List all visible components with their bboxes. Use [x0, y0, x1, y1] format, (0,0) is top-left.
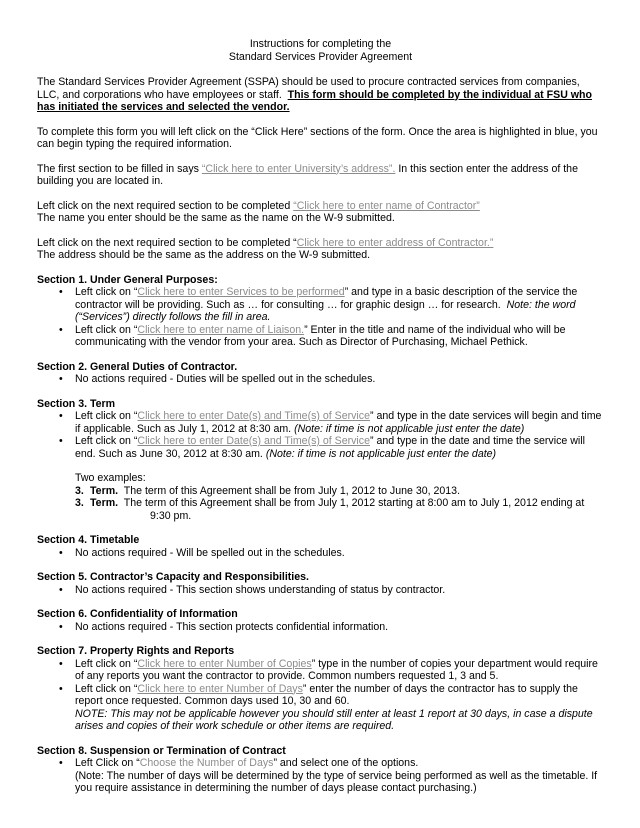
examples-label: Two examples:	[75, 472, 146, 484]
liaison-placeholder: Click here to enter name of Liaison.	[137, 323, 305, 336]
section-2-heading: Section 2. General Duties of Contractor.	[37, 360, 238, 373]
contractor-name-placeholder: “Click here to enter name of Contractor”	[293, 199, 480, 212]
list-item: • Left click on “Click here to enter Number of Copies” type in the number of copies your department would require of any reports you want the contractor to provide. Common numbers requested 1, 3 and 5.	[75, 658, 604, 683]
example-item: 3. Term. The term of this Agreement shall be from July 1, 2012 starting at 8:00 am to July 1, 2012 ending at 9:30 pm.	[75, 497, 585, 522]
end-date-placeholder: Click here to enter Date(s) and Time(s) of Service	[137, 435, 370, 447]
section-5-heading: Section 5. Contractor’s Capacity and Responsibilities.	[37, 571, 309, 583]
section-7-heading: Section 7. Property Rights and Reports	[37, 645, 235, 657]
section-6	[37, 608, 604, 633]
section-5	[37, 571, 604, 596]
example-item: 3. Term. The term of this Agreement shall be from July 1, 2012 to June 30, 2013.	[75, 484, 461, 497]
how-to-paragraph: To complete this form you will left click on the “Click Here” sections of the form. Once the area is highlighted in blue, you can begin typing the required information.	[37, 125, 598, 150]
section-6-heading: Section 6. Confidentiality of Information	[37, 608, 238, 620]
section-2	[37, 361, 604, 386]
list-item: • Left click on “Click here to enter Number of Days” enter the number of days the contractor has to supply the report once requested. Common days used 10, 30 and 60. NOTE: This may not be applicable however you should still enter at least 1 report at 30 days, in case a dispute arises and copies of their work schedule or other items are required.	[75, 683, 604, 733]
examples-block	[75, 472, 604, 522]
section-1-heading: Section 1. Under General Purposes:	[37, 273, 218, 286]
section-3-heading: Section 3. Term	[37, 397, 116, 410]
contractor-address-paragraph: Left click on the next required section to be completed “Click here to enter address of Contractor.” The address should be the same as the address on the W-9 submitted.	[37, 236, 494, 261]
intro-paragraph: The Standard Services Provider Agreement (SSPA) should be used to procure contracted services from companies, LLC, and corporations who have employees or staff. This form should be completed by the individual at FSU who has initiated the services and selected the vendor.	[37, 76, 592, 113]
choose-days-placeholder: Choose the Number of Days	[139, 757, 274, 769]
section-8	[37, 745, 604, 795]
section-3	[37, 398, 604, 523]
list-item: • Left Click on “Choose the Number of Days” and select one of the options. (Note: The number of days will be determined by the type of service being performed as well as the timetable. If you require assistance in determining the number of days please contact purchasing.)	[75, 757, 604, 795]
list-item: • Left click on “Click here to enter name of Liaison.” Enter in the title and name of the individual who will be communicating with the vendor from your area. Such as Director of Purchasing, Michael Pethick.	[75, 324, 604, 349]
intro-emphasis: This form should be completed by the individual at FSU who has initiated the services and selected the vendor.	[37, 88, 592, 113]
list-item: • Left click on “Click here to enter Date(s) and Time(s) of Service” and type in the date and time the service will end. Such as June 30, 2012 at 8:30 am. (Note: if time is not applicable just enter the date)	[75, 435, 604, 460]
list-item: • No actions required - This section protects confidential information.	[75, 621, 604, 634]
days-placeholder: Click here to enter Number of Days	[137, 682, 303, 695]
list-item: • Left click on “Click here to enter Services to be performed” and type in a basic description of the service the contractor will be providing. Such as … for consulting … for graphic design … for research. Note: the word (“Services”) directly follows the fill in area.	[75, 286, 604, 324]
services-placeholder: Click here to enter Services to be performed	[137, 286, 345, 298]
title-line-1: Instructions for completing the	[249, 38, 392, 50]
list-item: • No actions required - Duties will be spelled out in the schedules.	[75, 373, 604, 386]
section-1	[37, 274, 604, 349]
university-address-placeholder: “Click here to enter University’s address”.	[201, 162, 396, 175]
copies-placeholder: Click here to enter Number of Copies	[137, 657, 312, 670]
list-item: • No actions required - Will be spelled out in the schedules.	[75, 547, 604, 560]
section-4	[37, 534, 604, 559]
contractor-name-paragraph: Left click on the next required section to be completed “Click here to enter name of Contractor” The name you enter should be the same as the name on the W-9 submitted.	[37, 199, 480, 224]
section-8-heading: Section 8. Suspension or Termination of Contract	[37, 744, 286, 757]
title-line-2: Standard Services Provider Agreement	[228, 50, 413, 63]
start-date-placeholder: Click here to enter Date(s) and Time(s) of Service	[137, 410, 370, 422]
contractor-address-placeholder: Click here to enter address of Contractor.”	[296, 236, 494, 249]
list-item: • No actions required - This section shows understanding of status by contractor.	[75, 584, 604, 597]
section-4-heading: Section 4. Timetable	[37, 534, 140, 546]
document-title	[37, 38, 604, 63]
first-section-paragraph: The first section to be filled in says “Click here to enter University’s address”. In this section enter the address of the building you are located in.	[37, 162, 578, 187]
section-7	[37, 645, 604, 733]
list-item: • Left click on “Click here to enter Date(s) and Time(s) of Service” and type in the date services will begin and time if applicable. Such as July 1, 2012 at 8:30 am. (Note: if time is not applicable just enter the date)	[75, 410, 604, 435]
